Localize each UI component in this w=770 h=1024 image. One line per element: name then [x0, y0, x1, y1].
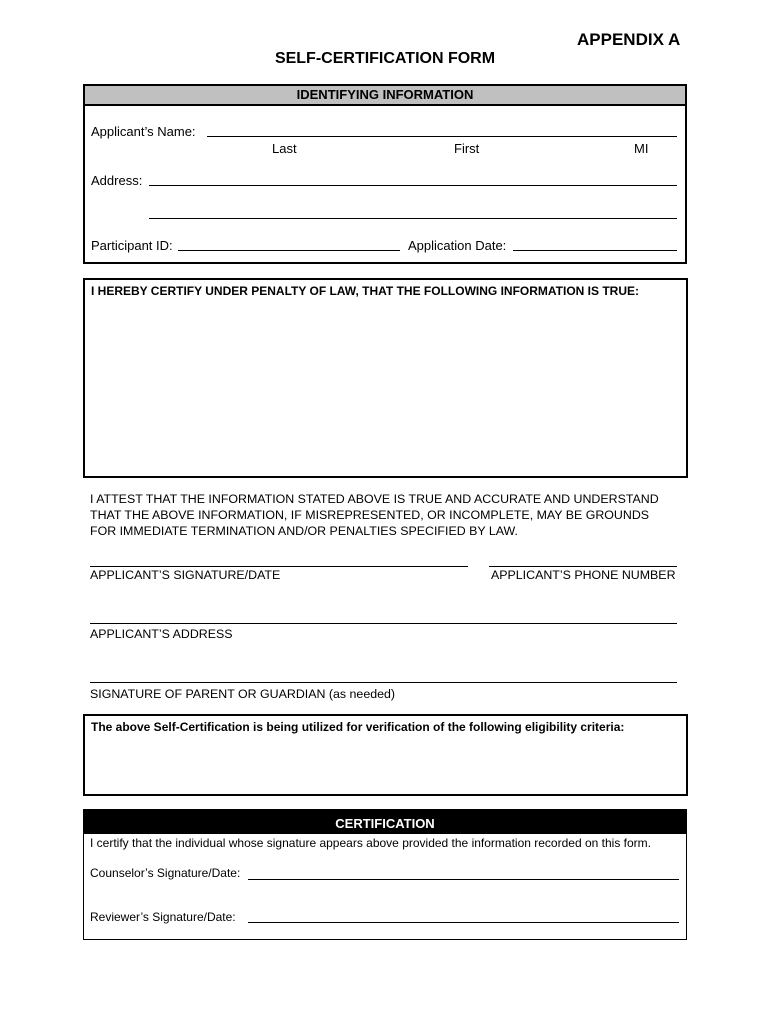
certification-statement-box[interactable]: [83, 278, 688, 478]
applicant-address-field[interactable]: [90, 623, 677, 624]
parent-guardian-signature-field[interactable]: [90, 682, 677, 683]
participant-id-label: Participant ID:: [91, 238, 173, 253]
appendix-label: APPENDIX A: [577, 30, 681, 49]
applicant-phone-field[interactable]: [489, 566, 677, 567]
applicant-phone-caption: APPLICANT’S PHONE NUMBER: [491, 568, 676, 582]
participant-id-field[interactable]: [178, 250, 400, 251]
certification-statement: I certify that the individual whose signature appears above provided the information recorded on this form.: [90, 836, 651, 850]
counselor-signature-label: Counselor’s Signature/Date:: [90, 866, 241, 880]
reviewer-signature-field[interactable]: [248, 922, 679, 923]
applicant-name-field[interactable]: [207, 136, 677, 137]
attestation-text: [90, 491, 690, 539]
certify-under-penalty-text: I HEREBY CERTIFY UNDER PENALTY OF LAW, THAT THE FOLLOWING INFORMATION IS TRUE:: [91, 284, 639, 298]
form-title: SELF-CERTIFICATION FORM: [274, 50, 496, 67]
attestation-line: I ATTEST THAT THE INFORMATION STATED ABOVE IS TRUE AND ACCURATE AND UNDERSTAND: [90, 492, 659, 506]
applicant-signature-caption: APPLICANT’S SIGNATURE/DATE: [90, 568, 281, 582]
name-part-mi: MI: [634, 141, 649, 156]
name-part-last: Last: [272, 141, 297, 156]
counselor-signature-field[interactable]: [248, 879, 679, 880]
certification-heading: CERTIFICATION: [84, 810, 686, 834]
application-date-label: Application Date:: [408, 238, 507, 253]
attestation-line: FOR IMMEDIATE TERMINATION AND/OR PENALTIES SPECIFIED BY LAW.: [90, 524, 518, 538]
application-date-field[interactable]: [513, 250, 677, 251]
eligibility-criteria-text: The above Self-Certification is being utilized for verification of the following eligibility criteria:: [91, 720, 625, 734]
name-part-first: First: [454, 141, 480, 156]
address-label: Address:: [91, 173, 143, 188]
attestation-line: THAT THE ABOVE INFORMATION, IF MISREPRESENTED, OR INCOMPLETE, MAY BE GROUNDS: [90, 508, 650, 522]
applicant-signature-field[interactable]: [90, 566, 468, 567]
address-field-line-1[interactable]: [149, 185, 677, 186]
eligibility-criteria-box[interactable]: [83, 714, 688, 796]
address-field-line-2[interactable]: [149, 218, 677, 219]
reviewer-signature-label: Reviewer’s Signature/Date:: [90, 910, 236, 924]
applicant-name-label: Applicant’s Name:: [91, 124, 196, 139]
identifying-information-section: [83, 84, 687, 264]
parent-guardian-caption: SIGNATURE OF PARENT OR GUARDIAN (as needed): [90, 687, 396, 701]
identifying-information-heading: IDENTIFYING INFORMATION: [85, 86, 685, 106]
certification-section: [83, 809, 687, 940]
applicant-address-caption: APPLICANT’S ADDRESS: [90, 627, 233, 641]
